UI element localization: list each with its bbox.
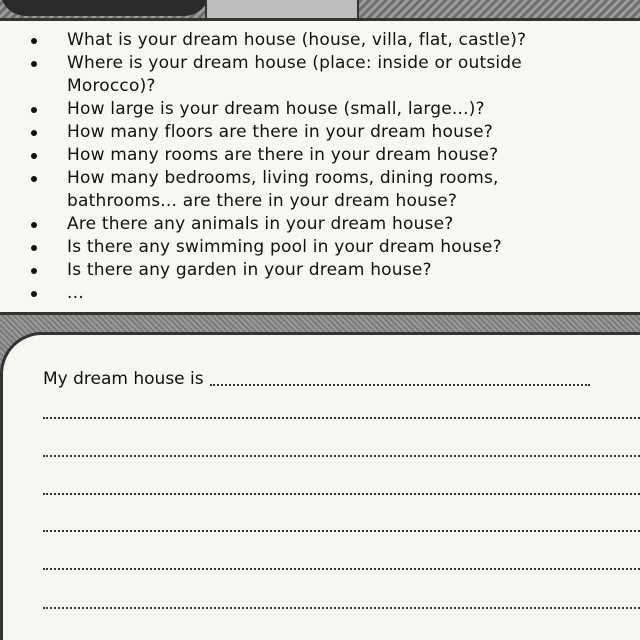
question-text: Is there any swimming pool in your dream house? — [67, 237, 502, 257]
question-text: Where is your dream house (place: inside or outside — [67, 53, 522, 73]
bullet-icon — [31, 222, 37, 228]
question-item — [0, 29, 640, 52]
question-text: What is your dream house (house, villa, flat, castle)? — [67, 30, 527, 50]
decorative-header-shape — [0, 0, 210, 16]
question-item — [0, 121, 640, 144]
answer-line[interactable] — [43, 568, 640, 570]
question-text: How many rooms are there in your dream house? — [67, 145, 499, 165]
question-text: ... — [67, 283, 84, 303]
bullet-icon — [31, 61, 37, 67]
question-text: How many floors are there in your dream house? — [67, 122, 494, 142]
question-text: How large is your dream house (small, large...)? — [67, 99, 485, 119]
question-text: Is there any garden in your dream house? — [67, 260, 432, 280]
question-item — [0, 144, 640, 167]
bullet-icon — [31, 107, 37, 113]
answer-line[interactable] — [43, 493, 640, 495]
bullet-icon — [31, 268, 37, 274]
bullet-icon — [31, 153, 37, 159]
answer-line[interactable] — [43, 417, 640, 419]
questions-panel — [0, 18, 640, 315]
bullet-icon — [31, 130, 37, 136]
answer-line[interactable] — [43, 455, 640, 457]
question-item — [0, 259, 640, 282]
question-text: How many bedrooms, living rooms, dining rooms, — [67, 168, 499, 188]
question-text-continued: Morocco)? — [67, 76, 156, 96]
bullet-icon — [31, 291, 37, 297]
question-item — [0, 213, 640, 236]
question-list — [0, 21, 640, 305]
question-text: Are there any animals in your dream house? — [67, 214, 454, 234]
question-item — [0, 167, 640, 213]
answer-line[interactable] — [43, 530, 640, 532]
bullet-icon — [31, 245, 37, 251]
question-text-continued: bathrooms... are there in your dream house? — [67, 191, 458, 211]
answer-line[interactable] — [210, 384, 590, 386]
question-item — [0, 282, 640, 305]
bullet-icon — [31, 38, 37, 44]
question-item — [0, 236, 640, 259]
answer-panel — [0, 332, 640, 640]
question-item — [0, 98, 640, 121]
answer-prompt: My dream house is — [43, 369, 204, 389]
question-item — [0, 52, 640, 98]
answer-line[interactable] — [43, 607, 640, 609]
bullet-icon — [31, 176, 37, 182]
answer-prompt-row — [43, 369, 640, 389]
